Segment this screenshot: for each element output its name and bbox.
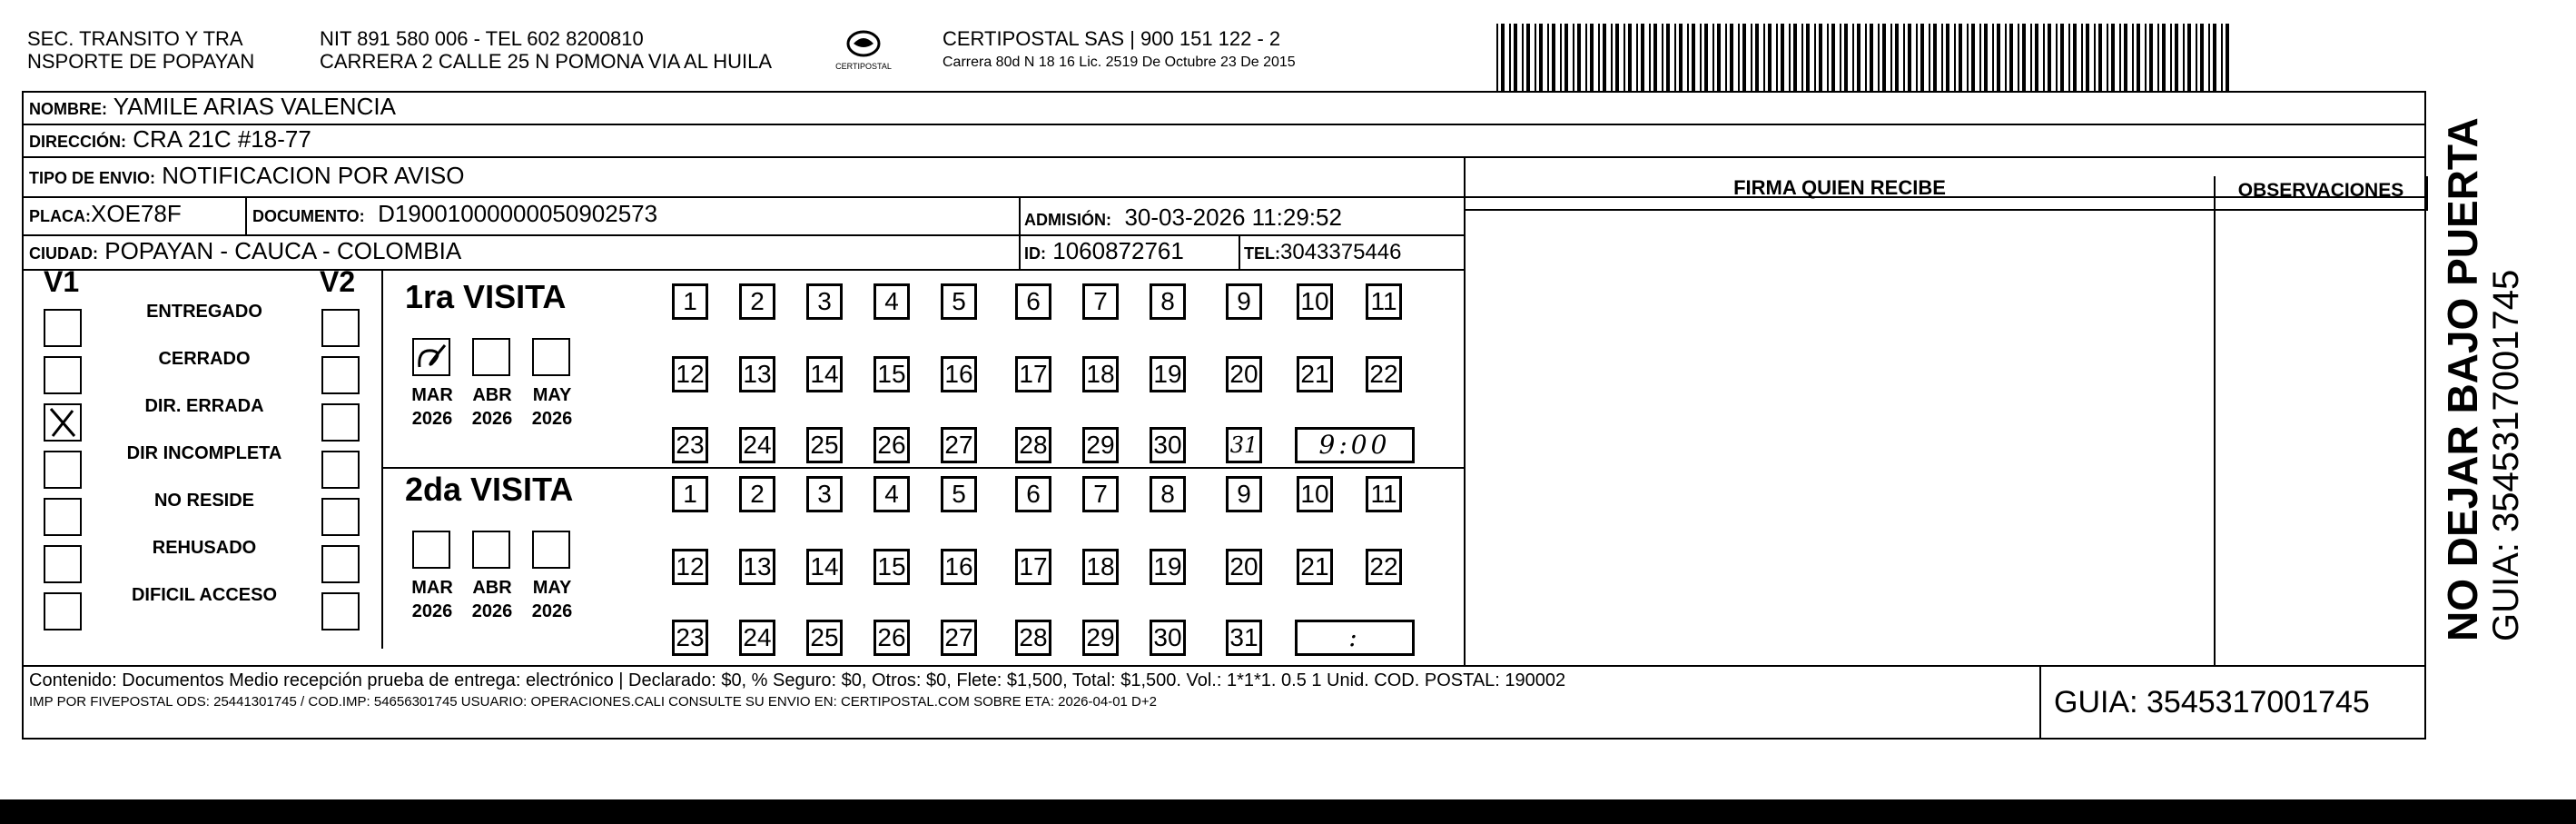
barcode-bar xyxy=(2060,24,2064,93)
barcode-bar xyxy=(1954,24,1956,93)
barcode-bar xyxy=(1687,24,1689,93)
sender-line-1: SEC. TRANSITO Y TRA xyxy=(27,27,243,50)
observaciones-label: OBSERVACIONES xyxy=(2237,180,2404,201)
day-box[interactable]: 2 xyxy=(739,283,775,320)
day-box[interactable]: 19 xyxy=(1150,549,1186,585)
day-box[interactable]: 20 xyxy=(1226,356,1262,392)
day-box[interactable]: 1 xyxy=(672,476,708,512)
barcode-bar xyxy=(1641,24,1644,93)
company-line: CERTIPOSTAL SAS | 900 151 122 - 2 xyxy=(943,27,1281,50)
barcode-bar xyxy=(1793,24,1797,93)
nombre-field xyxy=(29,93,396,123)
barcode-bar xyxy=(1776,24,1778,93)
day-box[interactable]: 2 xyxy=(739,476,775,512)
barcode-bar xyxy=(1979,24,1981,93)
barcode-bar xyxy=(1895,24,1899,93)
barcode-bar xyxy=(2162,24,2166,93)
barcode-bar xyxy=(1628,24,1632,93)
day-box[interactable]: 25 xyxy=(806,427,843,463)
barcode-bar xyxy=(1585,24,1587,93)
month-checkbox[interactable] xyxy=(412,531,450,569)
day-box[interactable]: 7 xyxy=(1082,283,1119,320)
day-box[interactable]: 12 xyxy=(672,356,708,392)
sender-line-2: NSPORTE DE POPAYAN xyxy=(27,50,255,73)
day-box[interactable]: 31 xyxy=(1226,620,1262,656)
day-box[interactable]: 12 xyxy=(672,549,708,585)
day-box[interactable]: 26 xyxy=(873,427,910,463)
v2-checkbox[interactable] xyxy=(321,498,360,536)
barcode-bar xyxy=(1814,24,1816,93)
month-checkbox[interactable] xyxy=(532,338,570,376)
status-label: DIR. ERRADA xyxy=(144,396,264,416)
day-box[interactable]: 4 xyxy=(873,283,910,320)
visit1-title: 1ra VISITA xyxy=(405,278,567,315)
status-label: DIFICIL ACCESO xyxy=(131,585,277,605)
side-text xyxy=(2439,117,2526,641)
status-label: ENTREGADO xyxy=(146,302,262,322)
barcode-bar xyxy=(1526,24,1530,93)
barcode-bar xyxy=(2022,24,2026,93)
day-box[interactable]: 13 xyxy=(739,549,775,585)
day-box[interactable]: 31 xyxy=(1226,427,1262,463)
barcode-bar xyxy=(2183,24,2185,93)
v1-checkbox[interactable] xyxy=(44,592,82,630)
day-box[interactable]: 27 xyxy=(941,620,977,656)
barcode-bar xyxy=(1878,24,1880,93)
day-box[interactable]: 15 xyxy=(873,549,910,585)
placa-field xyxy=(29,200,182,230)
barcode-bar xyxy=(1611,24,1613,93)
barcode-bar xyxy=(1590,24,1594,93)
id-value: 1060872761 xyxy=(1052,237,1184,264)
barcode-bar xyxy=(1831,24,1835,93)
barcode-bar xyxy=(1539,24,1543,93)
day-box[interactable]: 3 xyxy=(806,283,843,320)
certipostal-logo xyxy=(834,25,893,74)
day-box[interactable]: 8 xyxy=(1150,476,1186,512)
logo-text: CERTIPOSTAL xyxy=(835,62,892,71)
imp-line: IMP POR FIVEPOSTAL ODS: 25441301745 / COD.IMP: 54656301745 USUARIO: OPERACIONES.CALI CONSULTE SU ENVIO EN: CERTIPOSTAL.COM SOBRE ETA: 2026-04-01 D+2 xyxy=(29,694,1157,710)
month-checkbox[interactable] xyxy=(472,531,510,569)
day-box[interactable]: 10 xyxy=(1297,283,1333,320)
v1-checkbox[interactable] xyxy=(44,545,82,583)
barcode-bar xyxy=(2200,24,2204,93)
time-box[interactable]: : xyxy=(1295,620,1415,656)
barcode-bar xyxy=(2132,24,2134,93)
status-label: NO RESIDE xyxy=(153,491,255,511)
barcode-bar xyxy=(1704,24,1708,93)
barcode-bar xyxy=(1908,24,1911,93)
barcode-bar xyxy=(1577,24,1581,93)
barcode xyxy=(1496,24,2236,93)
month-checkbox[interactable] xyxy=(412,338,450,376)
barcode-bar xyxy=(2081,24,2083,93)
day-box[interactable]: 23 xyxy=(672,620,708,656)
barcode-bar xyxy=(1674,24,1676,93)
barcode-bar xyxy=(1535,24,1536,93)
barcode-bar xyxy=(1649,24,1651,93)
side-guia-text: GUIA: 3545317001745 xyxy=(2486,269,2526,641)
day-box[interactable]: 29 xyxy=(1082,427,1119,463)
barcode-bar xyxy=(1509,24,1511,93)
ciudad-label: CIUDAD: xyxy=(29,244,98,263)
month-label: MAR 2026 xyxy=(411,578,453,621)
barcode-bar xyxy=(1781,24,1784,93)
v1-checkbox[interactable] xyxy=(44,403,82,442)
day-box[interactable]: 8 xyxy=(1150,283,1186,320)
barcode-bar xyxy=(1997,24,2000,93)
day-box[interactable]: 26 xyxy=(873,620,910,656)
firma-label: FIRMA QUIEN RECIBE xyxy=(1733,176,1946,199)
barcode-bar xyxy=(1916,24,1918,93)
barcode-bar xyxy=(2086,24,2089,93)
direccion-label: DIRECCIÓN: xyxy=(29,133,126,151)
barcode-bar xyxy=(1751,24,1752,93)
barcode-bar xyxy=(2098,24,2102,93)
status-label: DIR INCOMPLETA xyxy=(126,443,282,463)
guia-box: GUIA: 3545317001745 xyxy=(2054,685,2370,720)
v1-checkbox[interactable] xyxy=(44,356,82,394)
barcode-bar xyxy=(1840,24,1841,93)
documento-field xyxy=(252,200,657,230)
barcode-bar xyxy=(2056,24,2058,93)
barcode-bar xyxy=(2048,24,2051,93)
barcode-bar xyxy=(1598,24,1600,93)
barcode-bar xyxy=(1700,24,1702,93)
day-box[interactable]: 18 xyxy=(1082,549,1119,585)
barcode-bar xyxy=(2035,24,2038,93)
day-box[interactable]: 9 xyxy=(1226,476,1262,512)
barcode-bar xyxy=(1636,24,1638,93)
v1-checkbox[interactable] xyxy=(44,498,82,536)
barcode-bar xyxy=(1865,24,1867,93)
barcode-bar xyxy=(1857,24,1860,93)
day-box[interactable]: 30 xyxy=(1150,427,1186,463)
day-box[interactable]: 4 xyxy=(873,476,910,512)
tel-field xyxy=(1244,239,1401,267)
day-box[interactable]: 10 xyxy=(1297,476,1333,512)
barcode-bar xyxy=(1882,24,1886,93)
nit-line: NIT 891 580 006 - TEL 602 8200810 xyxy=(320,27,644,50)
barcode-bar xyxy=(1522,24,1524,93)
v1-checkbox[interactable] xyxy=(44,309,82,347)
barcode-bar xyxy=(2094,24,2096,93)
barcode-bar xyxy=(1662,24,1663,93)
tipo-label: TIPO DE ENVIO: xyxy=(29,169,156,187)
barcode-bar xyxy=(2043,24,2045,93)
barcode-bar xyxy=(1717,24,1721,93)
v2-checkbox[interactable] xyxy=(321,403,360,442)
v1-label: V1 xyxy=(44,265,80,298)
barcode-bar xyxy=(1890,24,1892,93)
barcode-bar xyxy=(1755,24,1759,93)
day-box[interactable]: 21 xyxy=(1297,549,1333,585)
barcode-bar xyxy=(1692,24,1695,93)
license-line: Carrera 80d N 18 16 Lic. 2519 De Octubre 23 De 2015 xyxy=(943,55,1296,70)
barcode-bar xyxy=(1742,24,1746,93)
barcode-bar xyxy=(2208,24,2210,93)
barcode-bar xyxy=(1789,24,1791,93)
visit2-title: 2da VISITA xyxy=(405,471,574,508)
day-box[interactable]: 27 xyxy=(941,427,977,463)
barcode-bar xyxy=(2145,24,2147,93)
day-box[interactable]: 6 xyxy=(1015,476,1051,512)
day-box[interactable]: 15 xyxy=(873,356,910,392)
barcode-bar xyxy=(1819,24,1822,93)
barcode-bar xyxy=(1514,24,1517,93)
day-box[interactable]: 14 xyxy=(806,356,843,392)
barcode-bar xyxy=(1941,24,1943,93)
ciudad-field xyxy=(29,237,461,267)
day-box[interactable]: 29 xyxy=(1082,620,1119,656)
barcode-bar xyxy=(2213,24,2216,93)
barcode-bar xyxy=(1712,24,1714,93)
barcode-bar xyxy=(1959,24,1962,93)
barcode-bar xyxy=(1573,24,1574,93)
barcode-bar xyxy=(2124,24,2127,93)
month-checkbox[interactable] xyxy=(472,338,510,376)
v2-label: V2 xyxy=(320,265,356,298)
barcode-bar xyxy=(1870,24,1873,93)
tel-value: 3043375446 xyxy=(1280,240,1402,264)
day-box[interactable]: 6 xyxy=(1015,283,1051,320)
day-box[interactable]: 13 xyxy=(739,356,775,392)
barcode-bar xyxy=(1806,24,1810,93)
day-box[interactable]: 22 xyxy=(1366,356,1402,392)
day-box[interactable]: 28 xyxy=(1015,620,1051,656)
barcode-bar xyxy=(2073,24,2077,93)
tipo-field xyxy=(29,162,465,192)
barcode-bar xyxy=(2005,24,2007,93)
month-label: MAR 2026 xyxy=(411,385,453,429)
barcode-bar xyxy=(1564,24,1568,93)
month-label: ABR 2026 xyxy=(471,578,513,621)
documento-label: DOCUMENTO: xyxy=(252,207,365,225)
admision-value: 30-03-2026 11:29:52 xyxy=(1124,204,1342,231)
day-box[interactable]: 25 xyxy=(806,620,843,656)
day-box[interactable]: 11 xyxy=(1366,476,1402,512)
v2-checkbox[interactable] xyxy=(321,545,360,583)
day-box[interactable]: 1 xyxy=(672,283,708,320)
nombre-value: YAMILE ARIAS VALENCIA xyxy=(113,93,396,120)
barcode-bar xyxy=(1984,24,1988,93)
barcode-bar xyxy=(2119,24,2121,93)
direccion-value: CRA 21C #18-77 xyxy=(133,125,311,153)
barcode-bar xyxy=(2196,24,2197,93)
barcode-bar xyxy=(1763,24,1765,93)
contenido-line: Contenido: Documentos Medio recepción prueba de entrega: electrónico | Declarado: $0, % Seguro: $0, Otros: $0, Flete: $1,500, Total: $1,500. Vol.: 1*1*1. 0.5 1 Unid. COD. POSTAL: 190002 xyxy=(29,670,1566,690)
day-box[interactable]: 16 xyxy=(941,549,977,585)
v1-checkbox[interactable] xyxy=(44,451,82,489)
tipo-value: NOTIFICACION POR AVISO xyxy=(162,162,465,189)
barcode-bar xyxy=(2107,24,2108,93)
status-label: CERRADO xyxy=(158,349,251,369)
ciudad-value: POPAYAN - CAUCA - COLOMBIA xyxy=(104,237,462,264)
barcode-bar xyxy=(1730,24,1733,93)
day-box[interactable]: 24 xyxy=(739,427,775,463)
day-box[interactable]: 21 xyxy=(1297,356,1333,392)
barcode-bar xyxy=(1971,24,1975,93)
barcode-bar xyxy=(2149,24,2153,93)
barcode-bar xyxy=(1560,24,1562,93)
day-box[interactable]: 20 xyxy=(1226,549,1262,585)
month-label: MAY 2026 xyxy=(531,385,573,429)
barcode-bar xyxy=(2030,24,2032,93)
day-box[interactable]: 9 xyxy=(1226,283,1262,320)
day-box[interactable]: 11 xyxy=(1366,283,1402,320)
barcode-bar xyxy=(1725,24,1727,93)
time-box[interactable]: 9:00 xyxy=(1295,427,1415,463)
day-box[interactable]: 22 xyxy=(1366,549,1402,585)
barcode-bar xyxy=(2009,24,2013,93)
barcode-bar xyxy=(2226,24,2229,93)
barcode-bar xyxy=(1801,24,1803,93)
barcode-bar xyxy=(1615,24,1619,93)
documento-value: D19001000000050902573 xyxy=(378,200,658,227)
address-line: CARRERA 2 CALLE 25 N POMONA VIA AL HUILA xyxy=(320,50,773,73)
barcode-bar xyxy=(1603,24,1606,93)
day-box[interactable]: 14 xyxy=(806,549,843,585)
barcode-bar xyxy=(1738,24,1740,93)
barcode-bar xyxy=(1768,24,1772,93)
day-box[interactable]: 16 xyxy=(941,356,977,392)
barcode-bar xyxy=(1844,24,1848,93)
barcode-bar xyxy=(1552,24,1555,93)
barcode-bar xyxy=(1920,24,1924,93)
month-label: MAY 2026 xyxy=(531,578,573,621)
day-box[interactable]: 28 xyxy=(1015,427,1051,463)
day-box[interactable]: 24 xyxy=(739,620,775,656)
barcode-bar xyxy=(2137,24,2140,93)
status-label: REHUSADO xyxy=(152,538,257,558)
barcode-bar xyxy=(2018,24,2019,93)
day-box[interactable]: 5 xyxy=(941,476,977,512)
v2-checkbox[interactable] xyxy=(321,309,360,347)
placa-value: XOE78F xyxy=(91,200,182,227)
bottom-bar xyxy=(0,799,2576,824)
direccion-field xyxy=(29,125,311,155)
barcode-bar xyxy=(2221,24,2223,93)
month-checkbox[interactable] xyxy=(532,531,570,569)
barcode-bar xyxy=(1653,24,1657,93)
barcode-bar xyxy=(1624,24,1625,93)
barcode-bar xyxy=(1827,24,1829,93)
barcode-bar xyxy=(2157,24,2159,93)
barcode-bar xyxy=(2170,24,2172,93)
admision-label: ADMISIÓN: xyxy=(1024,211,1111,229)
barcode-bar xyxy=(2175,24,2178,93)
v2-checkbox[interactable] xyxy=(321,592,360,630)
day-box[interactable]: 30 xyxy=(1150,620,1186,656)
month-label: ABR 2026 xyxy=(471,385,513,429)
barcode-bar xyxy=(1547,24,1549,93)
id-label: ID: xyxy=(1024,244,1046,263)
day-box[interactable]: 5 xyxy=(941,283,977,320)
barcode-bar xyxy=(1929,24,1930,93)
barcode-bar xyxy=(1666,24,1670,93)
day-box[interactable]: 3 xyxy=(806,476,843,512)
barcode-bar xyxy=(1501,24,1505,93)
v2-checkbox[interactable] xyxy=(321,451,360,489)
day-box[interactable]: 18 xyxy=(1082,356,1119,392)
day-box[interactable]: 17 xyxy=(1015,356,1051,392)
barcode-bar xyxy=(1967,24,1969,93)
barcode-bar xyxy=(1903,24,1905,93)
barcode-bar xyxy=(1992,24,1994,93)
barcode-bar xyxy=(1933,24,1937,93)
barcode-bar xyxy=(1946,24,1949,93)
day-box[interactable]: 17 xyxy=(1015,549,1051,585)
id-field xyxy=(1024,237,1184,267)
tel-label: TEL: xyxy=(1244,244,1280,263)
barcode-bar xyxy=(1679,24,1683,93)
day-box[interactable]: 23 xyxy=(672,427,708,463)
barcode-bar xyxy=(2187,24,2191,93)
admision-field xyxy=(1024,204,1342,233)
placa-label: PLACA: xyxy=(29,207,91,225)
day-box[interactable]: 19 xyxy=(1150,356,1186,392)
day-box[interactable]: 7 xyxy=(1082,476,1119,512)
barcode-bar xyxy=(2111,24,2115,93)
v2-checkbox[interactable] xyxy=(321,356,360,394)
barcode-bar xyxy=(1496,24,1498,93)
barcode-bar xyxy=(1852,24,1854,93)
no-dejar-text: NO DEJAR BAJO PUERTA xyxy=(2439,117,2486,641)
nombre-label: NOMBRE: xyxy=(29,100,107,118)
barcode-bar xyxy=(2068,24,2070,93)
